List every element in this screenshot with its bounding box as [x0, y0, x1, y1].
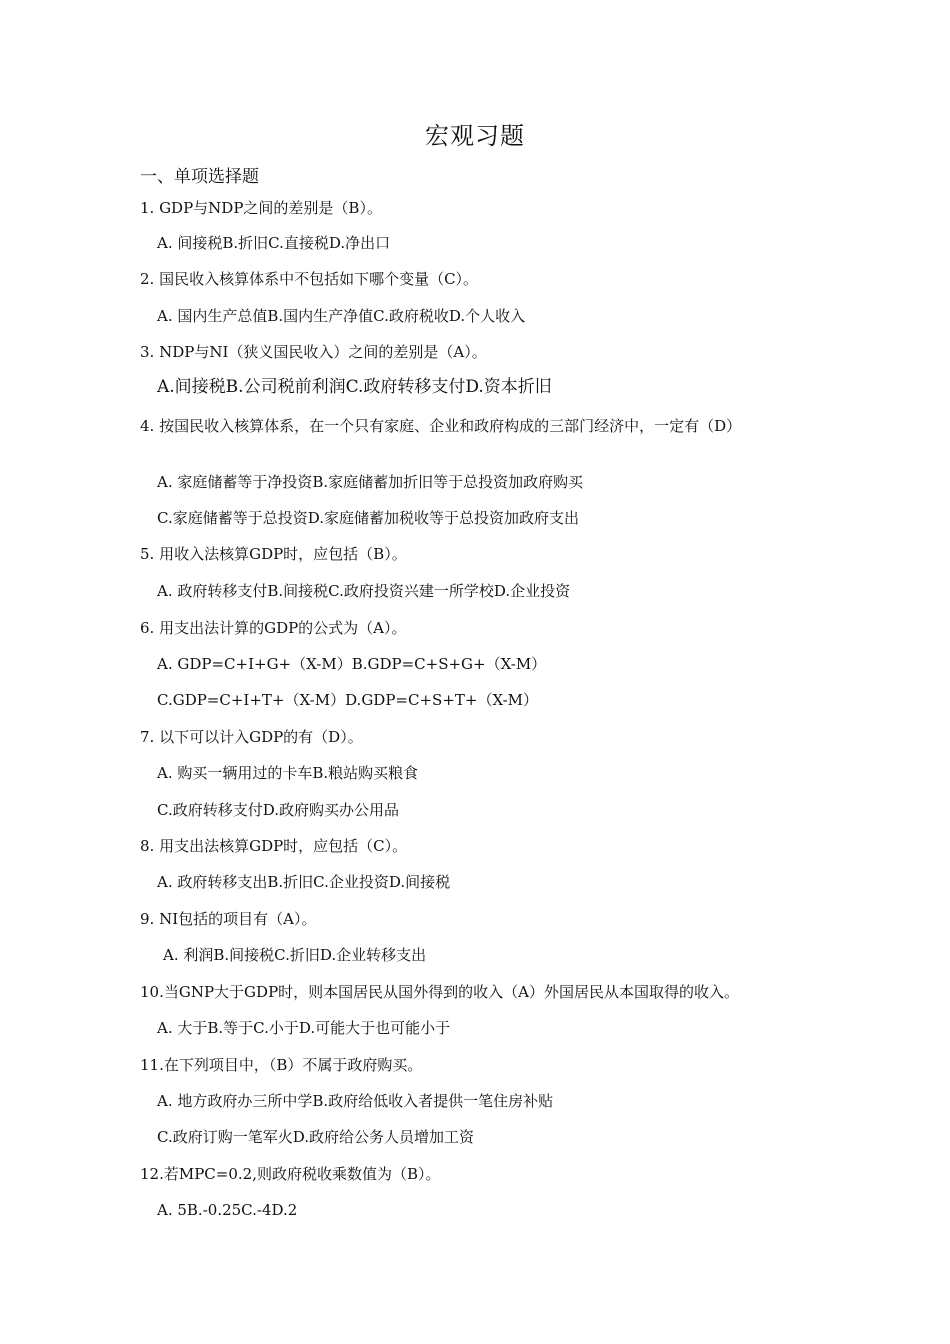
question-7: 7. 以下可以计入GDP的有（D）。	[140, 728, 363, 746]
options-7a: A. 购买一辆用过的卡车B.粮站购买粮食	[157, 764, 419, 782]
options-3: A.间接税B.公司税前利润C.政府转移支付D.资本折旧	[157, 377, 552, 397]
options-12: A. 5B.-0.25C.-4D.2	[157, 1201, 298, 1219]
question-12: 12.若MPC=0.2,则政府税收乘数值为（B）。	[140, 1165, 441, 1183]
options-6a: A. GDP=C+I+G+（X-M）B.GDP=C+S+G+（X-M）	[157, 655, 547, 673]
options-6b: C.GDP=C+I+T+（X-M）D.GDP=C+S+T+（X-M）	[157, 691, 539, 709]
question-2: 2. 国民收入核算体系中不包括如下哪个变量（C）。	[140, 270, 479, 288]
options-2: A. 国内生产总值B.国内生产净值C.政府税收D.个人收入	[157, 307, 526, 325]
question-4: 4. 按国民收入核算体系，在一个只有家庭、企业和政府构成的三部门经济中，一定有（D）	[140, 417, 742, 435]
options-10: A. 大于B.等于C.小于D.可能大于也可能小于	[157, 1019, 451, 1037]
question-10: 10.当GNP大于GDP时，则本国居民从国外得到的收入（A）外国居民从本国取得的收入。	[140, 983, 739, 1001]
question-9: 9. NI包括的项目有（A）。	[140, 910, 317, 928]
section-heading: 一、单项选择题	[140, 167, 259, 187]
question-6: 6. 用支出法计算的GDP的公式为（A）。	[140, 619, 407, 637]
options-4b: C.家庭储蓄等于总投资D.家庭储蓄加税收等于总投资加政府支出	[157, 509, 579, 527]
question-1: 1. GDP与NDP之间的差别是（B）。	[140, 199, 382, 217]
options-11a: A. 地方政府办三所中学B.政府给低收入者提供一笔住房补贴	[157, 1092, 554, 1110]
question-8: 8. 用支出法核算GDP时，应包括（C）。	[140, 837, 408, 855]
question-11: 11.在下列项目中，（B）不属于政府购买。	[140, 1056, 423, 1074]
options-8: A. 政府转移支出B.折旧C.企业投资D.间接税	[157, 873, 451, 891]
page-title: 宏观习题	[425, 122, 525, 150]
options-9: A. 利润B.间接税C.折旧D.企业转移支出	[163, 946, 427, 964]
options-1: A. 间接税B.折旧C.直接税D.净出口	[157, 234, 391, 252]
question-3: 3. NDP与NI（狭义国民收入）之间的差别是（A）。	[140, 343, 487, 361]
options-11b: C.政府订购一笔军火D.政府给公务人员增加工资	[157, 1128, 474, 1146]
options-4a: A. 家庭储蓄等于净投资B.家庭储蓄加折旧等于总投资加政府购买	[157, 473, 584, 491]
options-5: A. 政府转移支付B.间接税C.政府投资兴建一所学校D.企业投资	[157, 582, 571, 600]
question-5: 5. 用收入法核算GDP时，应包括（B）。	[140, 545, 407, 563]
options-7b: C.政府转移支付D.政府购买办公用品	[157, 801, 399, 819]
